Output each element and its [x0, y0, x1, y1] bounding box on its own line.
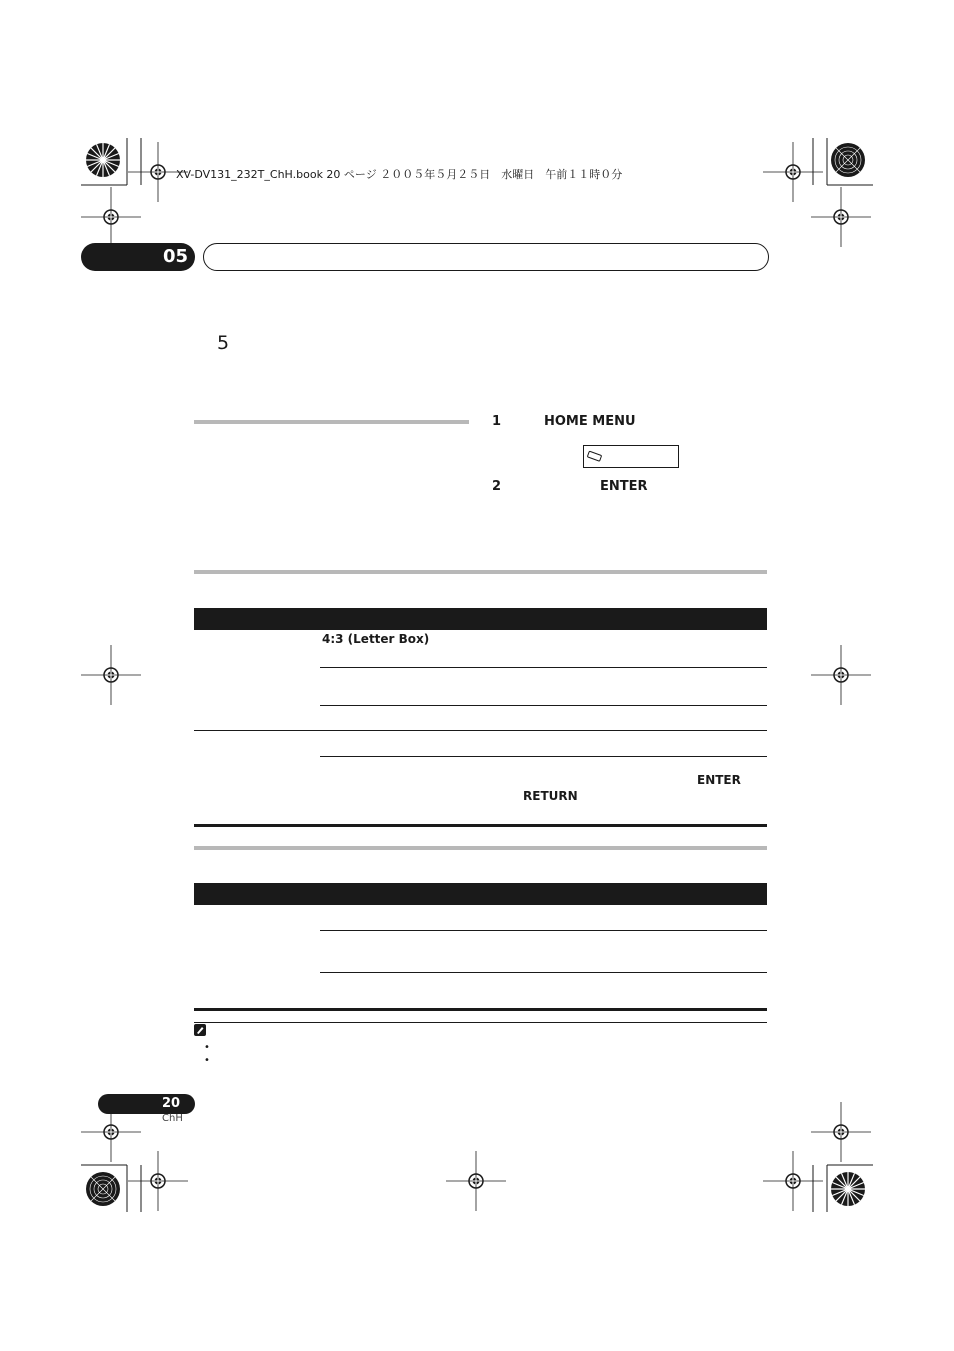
step-1-number: 1	[492, 414, 502, 429]
section-marker: 5	[217, 332, 230, 354]
table-1-divider	[320, 667, 767, 668]
table-1-header	[194, 608, 767, 630]
table-1-return-key: RETURN	[523, 789, 578, 803]
crosshair-target-icon	[763, 1151, 823, 1211]
crosshair-target-icon	[811, 187, 871, 247]
table-1-divider	[320, 705, 767, 706]
remote-control-icon	[587, 450, 603, 462]
crop-marks	[81, 138, 873, 1212]
section-rule-2	[194, 846, 767, 850]
step-2-key: ENTER	[600, 479, 648, 494]
crosshair-target-icon	[81, 645, 141, 705]
chapter-title-box	[203, 243, 769, 271]
crosshair-target-icon	[446, 1151, 506, 1211]
starburst-wheel-icon-bottom-left	[86, 1172, 120, 1206]
remote-control-indicator	[583, 445, 679, 468]
crosshair-target-icon	[763, 142, 823, 202]
starburst-wheel-icon-top-right	[831, 143, 865, 177]
table-2-bottom-rule	[194, 1008, 767, 1011]
table-2-header	[194, 883, 767, 905]
starburst-wheel-icon-top-left	[86, 143, 120, 177]
step-1-key: HOME MENU	[544, 414, 636, 429]
step-2-number: 2	[492, 479, 502, 494]
crosshair-target-icon	[81, 187, 141, 247]
print-header-file-line: XV-DV131_232T_ChH.book 20 ページ ２００５年５月２５日 水曜日 午前１１時０分	[176, 168, 623, 181]
table-1-enter-key: ENTER	[697, 773, 741, 787]
table-1-row-1-value: 4:3 (Letter Box)	[322, 632, 430, 646]
starburst-wheel-icon-bottom-right	[831, 1172, 865, 1206]
crosshair-target-icon	[811, 1102, 871, 1162]
note-bullet: •	[204, 1055, 210, 1066]
crosshair-target-icon	[811, 645, 871, 705]
page-language-code: ChH	[162, 1113, 183, 1124]
table-1-row-divider	[194, 730, 767, 731]
notes-rule	[194, 1022, 767, 1023]
table-1-divider	[320, 756, 767, 757]
left-heading-rule	[194, 420, 469, 424]
section-rule-1	[194, 570, 767, 574]
crosshair-target-icon	[128, 1151, 188, 1211]
page-number-tab	[98, 1094, 195, 1114]
pencil-note-icon	[194, 1024, 206, 1036]
page-number: 20	[162, 1096, 181, 1111]
table-2-divider	[320, 972, 767, 973]
note-bullet: •	[204, 1042, 210, 1053]
table-1-bottom-rule	[194, 824, 767, 827]
chapter-number: 05	[163, 246, 189, 267]
table-2-divider	[320, 930, 767, 931]
